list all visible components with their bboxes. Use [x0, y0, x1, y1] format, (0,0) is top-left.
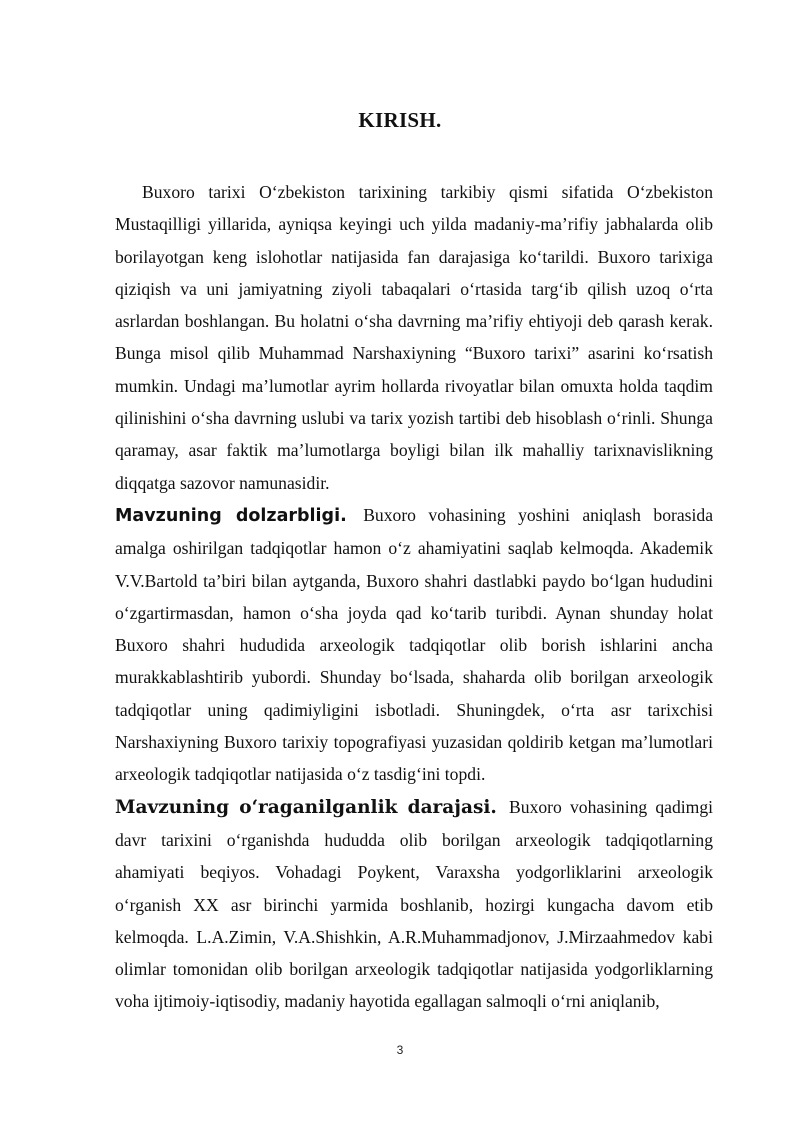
section-relevance	[115, 499, 713, 791]
section-heading-study-level: Mavzuning o‘raganilganlik darajasi.	[115, 796, 497, 818]
section-text-relevance: Buxoro vohasining yoshini aniqlash borasida amalga oshirilgan tadqiqotlar hamon o‘z ahamiyatini saqlab kelmoqda. Akademik V.V.Bartold ta’biri bilan aytganda, Buxoro shahri dastlabki paydo bo‘lgan hududini o‘zgartirmasdan, hamon o‘sha joyda qad ko‘tarib turibdi. Aynan shunday holat Buxoro shahri hududida arxeologik tadqiqotlar olib borish ishlarini ancha murakkablashtirib yubordi. Shunday bo‘lsada, shaharda olib borilgan arxeologik tadqiqotlar uning qadimiyligini isbotladi. Shuningdek, o‘rta asr tarixchisi Narshaxiyning Buxoro tarixiy topografiyasi yuzasidan qoldirib ketgan ma’lumotlari arxeologik tadqiqotlar natijasida o‘z tasdig‘ini topdi.	[115, 504, 713, 785]
section-heading-relevance: Mavzuning dolzarbligi.	[115, 505, 347, 526]
document-body	[115, 176, 713, 1018]
page-number: 3	[396, 1043, 404, 1057]
section-study-level	[115, 791, 713, 1018]
section-text-study-level: Buxoro vohasining qadimgi davr tarixini o‘rganishda hududda olib borilgan arxeologik tadqiqotlarning ahamiyati beqiyos. Vohadagi Poykent, Varaxsha yodgorliklarini arxeologik o‘rganish XX asr birinchi yarmida boshlanib, hozirgi kungacha davom etib kelmoqda. L.A.Zimin, V.A.Shishkin, A.R.Muhammadjonov, J.Mirzaahmedov kabi olimlar tomonidan olib borilgan arxeologik tadqiqotlar natijasida yodgorliklarning voha ijtimoiy-iqtisodiy, madaniy hayotida egallagan salmoqli o‘rni aniqlanib,	[115, 796, 714, 1012]
page-title: KIRISH.	[358, 108, 442, 132]
intro-paragraph: Buxoro tarixi O‘zbekiston tarixining tarkibiy qismi sifatida O‘zbekiston Mustaqilligi yillarida, ayniqsa keyingi uch yilda madaniy-ma’rifiy jabhalarda olib borilayotgan keng islohotlar natijasida fan darajasiga ko‘tarildi. Buxoro tarixiga qiziqish va uni jamiyatning ziyoli tabaqalari o‘rtasida targ‘ib qilish uzoq o‘rta asrlardan boshlangan. Bu holatni o‘sha davrning ma’rifiy ehtiyoji deb qarash kerak. Bunga misol qilib Muhammad Narshaxiyning “Buxoro tarixi” asarini ko‘rsatish mumkin. Undagi ma’lumotlar ayrim hollarda rivoyatlar bilan omuxta holda taqdim qilinishini o‘sha davrning uslubi va tarix yozish tartibi deb hisoblash o‘rinli. Shunga qaramay, asar faktik ma’lumotlarga boyligi bilan ilk mahalliy tarixnavislikning diqqatga sazovor namunasidir.	[115, 182, 713, 493]
